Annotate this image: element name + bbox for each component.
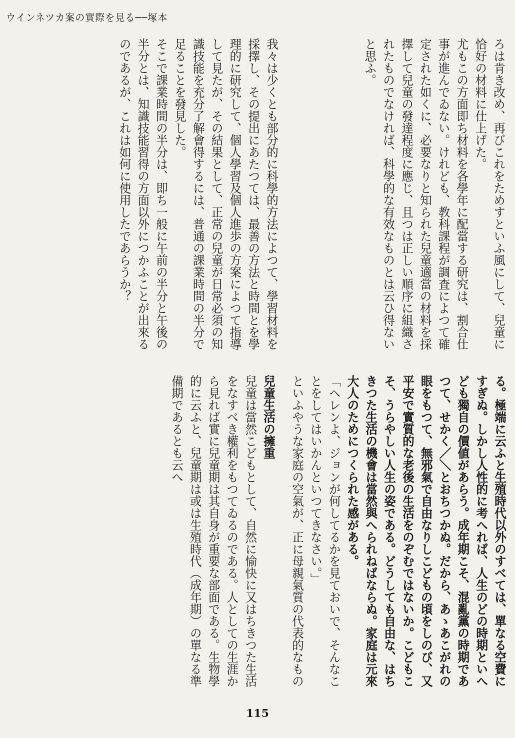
paragraph: 我々は少くとも部分的に科學的方法によつて、學習材料を採擇し、その提出にあたつては、最善の方法と時間とを學理的に研究して、個人學習及個人進歩の方案によつて指導して見たが、その結果として、正常の兒童が日常必須の知識技能を充分了解會得するには、普通の課業時間の半分で足ることを發見した。: [172, 38, 279, 350]
text-column-top-right: [290, 38, 508, 354]
text-column-top-left: [10, 38, 281, 354]
text-column-bottom-left: [10, 375, 278, 691]
paragraph: そこで課業時間の半分は、即ち一般に午前の半分と午後の半分とは、知識技能習得の方面以外につかふことが出來るのであるが、これは如何に使用したであらうか？: [117, 38, 169, 350]
text-column-bottom-right: [291, 375, 509, 691]
running-header: ウインネツカ案の實際を見る──塚本: [6, 13, 168, 24]
paragraph: 尤もこの方面即ち材料を各學年に配當する研究は、割合仕事が進んでゐない。けれども、教科課程が調査によつて確定された如くに、必要なりと知られた兒童適當の材料を採擇して兒童の發達程度に應じ、且つは正しい順序に組織されたものでなければ、科學的な有效なものとは云ひ得ないと思ふ。: [363, 38, 470, 350]
paragraph: といふやうな家庭の空氣が、正に母親氣質の代表的なもの: [291, 375, 305, 687]
quotation: 「ヘレンよ、ジョンが何してるかを見ておいで、そんなことをしてはいかんといつてきなさい。」: [308, 375, 342, 687]
page-number: 115: [246, 707, 269, 720]
section-heading: 兒童生活の擁重: [262, 375, 276, 459]
paragraph: る。極端に云ふと生殖時代以外のすべては、單なる空費にすぎぬ。しかし人性的に考へれば、人生のどの時期といへども獨自の價値があらう。成年期こそ、混亂黨の時期であつて、せかく／＼とおちつかぬ。だから、あゝあこがれの眼をもつて、無邪氣で自由なりしこどもの頃をしのび、又平安で實質的な老後の生活をのぞむではないか。こどもこそ、うらやしい人生の姿である。どうしても自由な、はちきつた生活の機會は當然與へられねばならぬ。家庭は元來大人のためにつくられた感がある。: [345, 375, 507, 687]
paragraph: ろは肯き改め、再びこれをためすといふ風にして、兒童に恰好の材料に仕上げた。: [473, 38, 506, 350]
paragraph: 兒童は當然こどもとして、自然に愉快に又はちきつた生活をなすべき權利をもつてゐるのである。人としての生涯から見れば實に兒童期は其自身が重要な部面である。生物學的に云ふと、兒童期は或は生殖時代（成年期）の單なる準備期であるとも云へ: [169, 375, 258, 687]
